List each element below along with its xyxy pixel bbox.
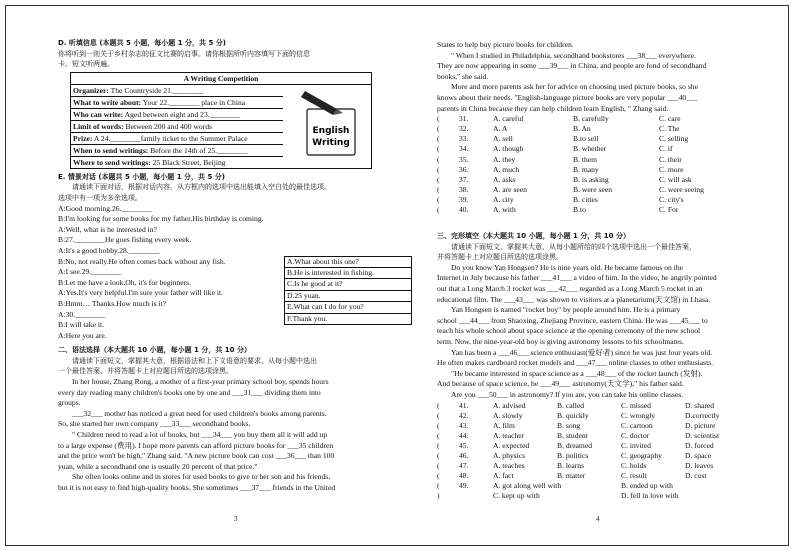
passage-line: More and more parents ask her for advice on choosing used picture books, so she [451,82,698,92]
comp-row: When to send writings: Before the 14th of 25.________ [71,145,283,157]
passage-line: yuan, while a secondhand one is usually 20 percent of that price." [58,461,258,471]
dialogue-line: B:I will take it. [58,320,104,330]
question-row: ( 38. A. are seen B. were seen C. were seeing [437,184,704,194]
question-row: ( 31. A. careful B. carefully C. care [437,114,681,124]
option-item: F.Thank you. [287,313,328,323]
question-row: ( 37. A. asks B. is asking C. will ask [437,174,692,184]
left-column [58,38,413,494]
cloze-line: Are you ___50___ in astronomy? If you are, you can take his online classes. [451,390,684,399]
cloze-questions [437,401,782,502]
question-row: ( 45. A. expected B. dreamed C. invited D. forced [437,440,714,450]
section-2-instruction: 请通读下面短文，掌握其大意，根据语法和上下文语意的要求，从每小题中选出 [72,356,317,365]
passage-line: and the price won't be high," Zhang said. "A new picture book can cost ___36___ than 100 [58,451,335,461]
passage-line: In her house, Zhang Rong, a mother of a first-year primary school boy, spends hours [72,377,329,387]
passage-line: books," she said. [437,71,489,81]
passage-line: They are now appearing in some ___39___ in China, and people are fond of secondhand [437,61,707,71]
passage-line: but it is not easy to find high-quality books. She sometimes ___37___ friends in the United [58,483,336,492]
passage-line: knows about their needs. "English-language picture books are very popular ___40___ [437,92,698,102]
question-row: ( 40. A. with B.to C. For [437,205,679,214]
question-row: ( 39. A. city B. cities C. city's [437,194,684,204]
pen-paper-icon [297,87,361,157]
section-2-instruction: 一个最佳答案，并将答题卡上对应题目所选的选项涂黑。 [58,367,233,376]
option-item: B.He is interested in fishing. [285,268,411,279]
question-row: ( 42. A. slowly B. quickly C. wrongly D.correctly [437,410,720,420]
cloze-line: school ___44___ from Shaoxing, Zhejiang Province, eastern China. He was ___45___ to [437,315,708,325]
cloze-line: educational film. The ___43___ was shown to visitors at a planetarium(天文馆) in Lhasa. [437,294,711,304]
options-box [284,256,412,325]
dialogue-line: A:Well, what is he interested in? [58,224,157,234]
section-3-instruction: 并将答题卡上对应题目所选的选项涂黑。 [437,253,563,262]
cloze-line: Yan has been a ___46___ science enthusiast(爱好者) since he was just four years old. [451,347,713,357]
section-e-instruction: 选项中有一项为多余选项。 [58,193,142,202]
cloze-line: Internet in July because his father ___41___ a video of him. In the video, he angrily pointed [437,273,717,283]
section-e-title: E. 情景对话 (本题共 5 小题，每小题 1 分，共 5 分) [58,172,225,181]
dialogue-line: B:Let me have a look.Oh, it's for beginners. [58,277,191,287]
passage-line: " When I studied in Philadelphia, secondhand bookstores ___38___ everywhere. [451,50,696,60]
section-d-instruction: 卡。短文听两遍。 [58,60,114,69]
cloze-line: Yan Hongsen is named "rocket boy" by people around him. He is a primary [451,305,681,315]
question-row: ( 44. A. teacher B. student C. doctor D. scientist [437,430,720,440]
section-d-title: D. 听填信息 (本题共 5 小题，每小题 1 分，共 5 分) [58,39,226,47]
option-item: D.25 yuan. [285,291,411,302]
comp-row: Where to send writings: 25 Black Street, Beijing [73,157,226,167]
cloze-line: Do you know Yan Hongsen? He is nine years old. He became famous on the [451,262,683,272]
passage-line: parents in China because they can help children learn English, " Zhang said. [437,103,669,113]
pic-text-english: English [312,125,350,136]
question-row: ( 41. A. advised B. called C. missed D. shared [437,400,715,410]
comp-row: What to write about: Your 22.________ place in China [71,97,283,109]
section-d-instruction: 你将听到一则关于乡村杂志的征文比赛的启事。请你根据所听内容填写下面的信息 [58,49,310,58]
grammar-questions [437,114,782,215]
question-row: ( 49. A. got along well with B. ended up with [437,481,673,491]
competition-card [70,72,372,169]
dialogue-line: A:Good morning.26.________ [58,203,152,213]
dialogue-line: A:30.________ [58,309,106,319]
cloze-line: out that a Long March 3 rocket was ___42___ regarded as a Long March 5 rocket in an [437,284,703,294]
passage-line: groups. [58,398,81,408]
comp-row: Prize: A 24.________family ticket to the Summer Palace [71,133,283,145]
right-column [437,40,782,502]
passage-line: every day reading many children's books one by one and ___31___ dividing them into [58,387,321,397]
comp-row: Organizer: The Countryside 21.________ [71,85,283,97]
option-item: A.What about this one? [285,257,411,268]
dialogue-line: A:It's a good hobby.28.________ [58,245,160,255]
cloze-line: And because of space science, he ___49___ astronomy(天文学)," his father said. [437,379,684,389]
passage-line: to a large expense (费用). I hope more parents can afford picture books for ___35 children [58,440,334,450]
section-3-title: 三、完形填空（本大题共 10 小题，每小题 1 分，共 10 分） [437,232,630,241]
question-row: ( 33. A. sell B.to sell C. selling [437,134,689,144]
page-number-right: 4 [596,515,600,523]
question-row: ( 46. A. physics B. politics C. geography D. space [437,451,712,461]
section-2-title: 二、语法选择（本大题共 10 小题，每小题 1 分，共 10 分） [58,346,251,355]
dialogue-line: B:I'm looking for some books for my father.His birthday is coming. [58,214,264,224]
passage-line: " Children need to read a lot of books, but ___34___ you buy them all it will add up [72,430,328,440]
competition-title: A Writing Competition [71,73,371,85]
dialogue-line: B:Hmm… Thanks.How much is it? [58,298,167,308]
question-row: ( 34. A. though B. whether C. if [437,144,673,154]
section-3-instruction: 请通读下面短文，掌握其大意，从每小题所给的四个选项中选出一个最佳答案， [451,242,696,251]
dialogue-block [58,204,413,342]
cloze-line: He often makes cardboard rocket models and ___47___ online classes to other enthusiasts. [437,358,714,368]
passage-line: ___32___ mother has noticed a great need for used children's books among parents. [72,408,327,418]
dialogue-line: B:27.________He goes fishing every week. [58,235,192,245]
option-item: E.What can I do for you? [285,302,411,313]
pic-text-writing: Writing [312,137,350,148]
comp-row: Who can write: Aged between eight and 23.________ [71,109,283,121]
passage-line: States to help buy picture books for children. [437,40,574,49]
dialogue-line: A:Here you are. [58,330,107,340]
dialogue-line: B:No, not really.He often comes back without any fish. [58,256,226,266]
question-row: ( 35. A. they B. them C. their [437,154,682,164]
section-e-instruction: 请通读下面对话，根据对话内容，从方框内的选项中选出能填入空白处的最佳选项。 [72,183,331,192]
cloze-line: "He became interested in space science as a ___48___ of the rocket launch (发射). [451,368,703,378]
passage-line: She often looks online and in stores for used books to give to her son and his friends, [72,472,331,482]
option-item: C.Is he good at it? [285,279,411,290]
passage-line: So, she started her own company ___33___ secondhand books. [58,419,251,429]
question-row: ( 48. A. fact B. matter C. result D. cost [437,471,707,481]
question-row: ( 43. A. film B. song C. cartoon D. picture [437,420,716,430]
page-number-left: 3 [234,515,238,523]
question-row: ( 36. A. much B. many C. more [437,164,684,174]
cloze-line: term. Now, the nine-year-old boy is giving astronomy lessons to his schoolmates. [437,337,684,347]
question-row: ( 32. A. A B. An C. The [437,124,680,134]
question-row: ) C. kept up with D. fell in love with [437,491,679,501]
cloze-line: teach his whole school about space science at the opening ceremony of the new school [437,326,701,336]
dialogue-line: A:I see.29.________ [58,267,122,277]
comp-row: Limit of words: Between 200 and 400 words [71,121,283,133]
question-row: ( 47. A. teaches B. learns C. holds D. leaves [437,461,714,471]
dialogue-line: A:Yes.It's very helpful.I'm sure your father will like it. [58,288,223,298]
